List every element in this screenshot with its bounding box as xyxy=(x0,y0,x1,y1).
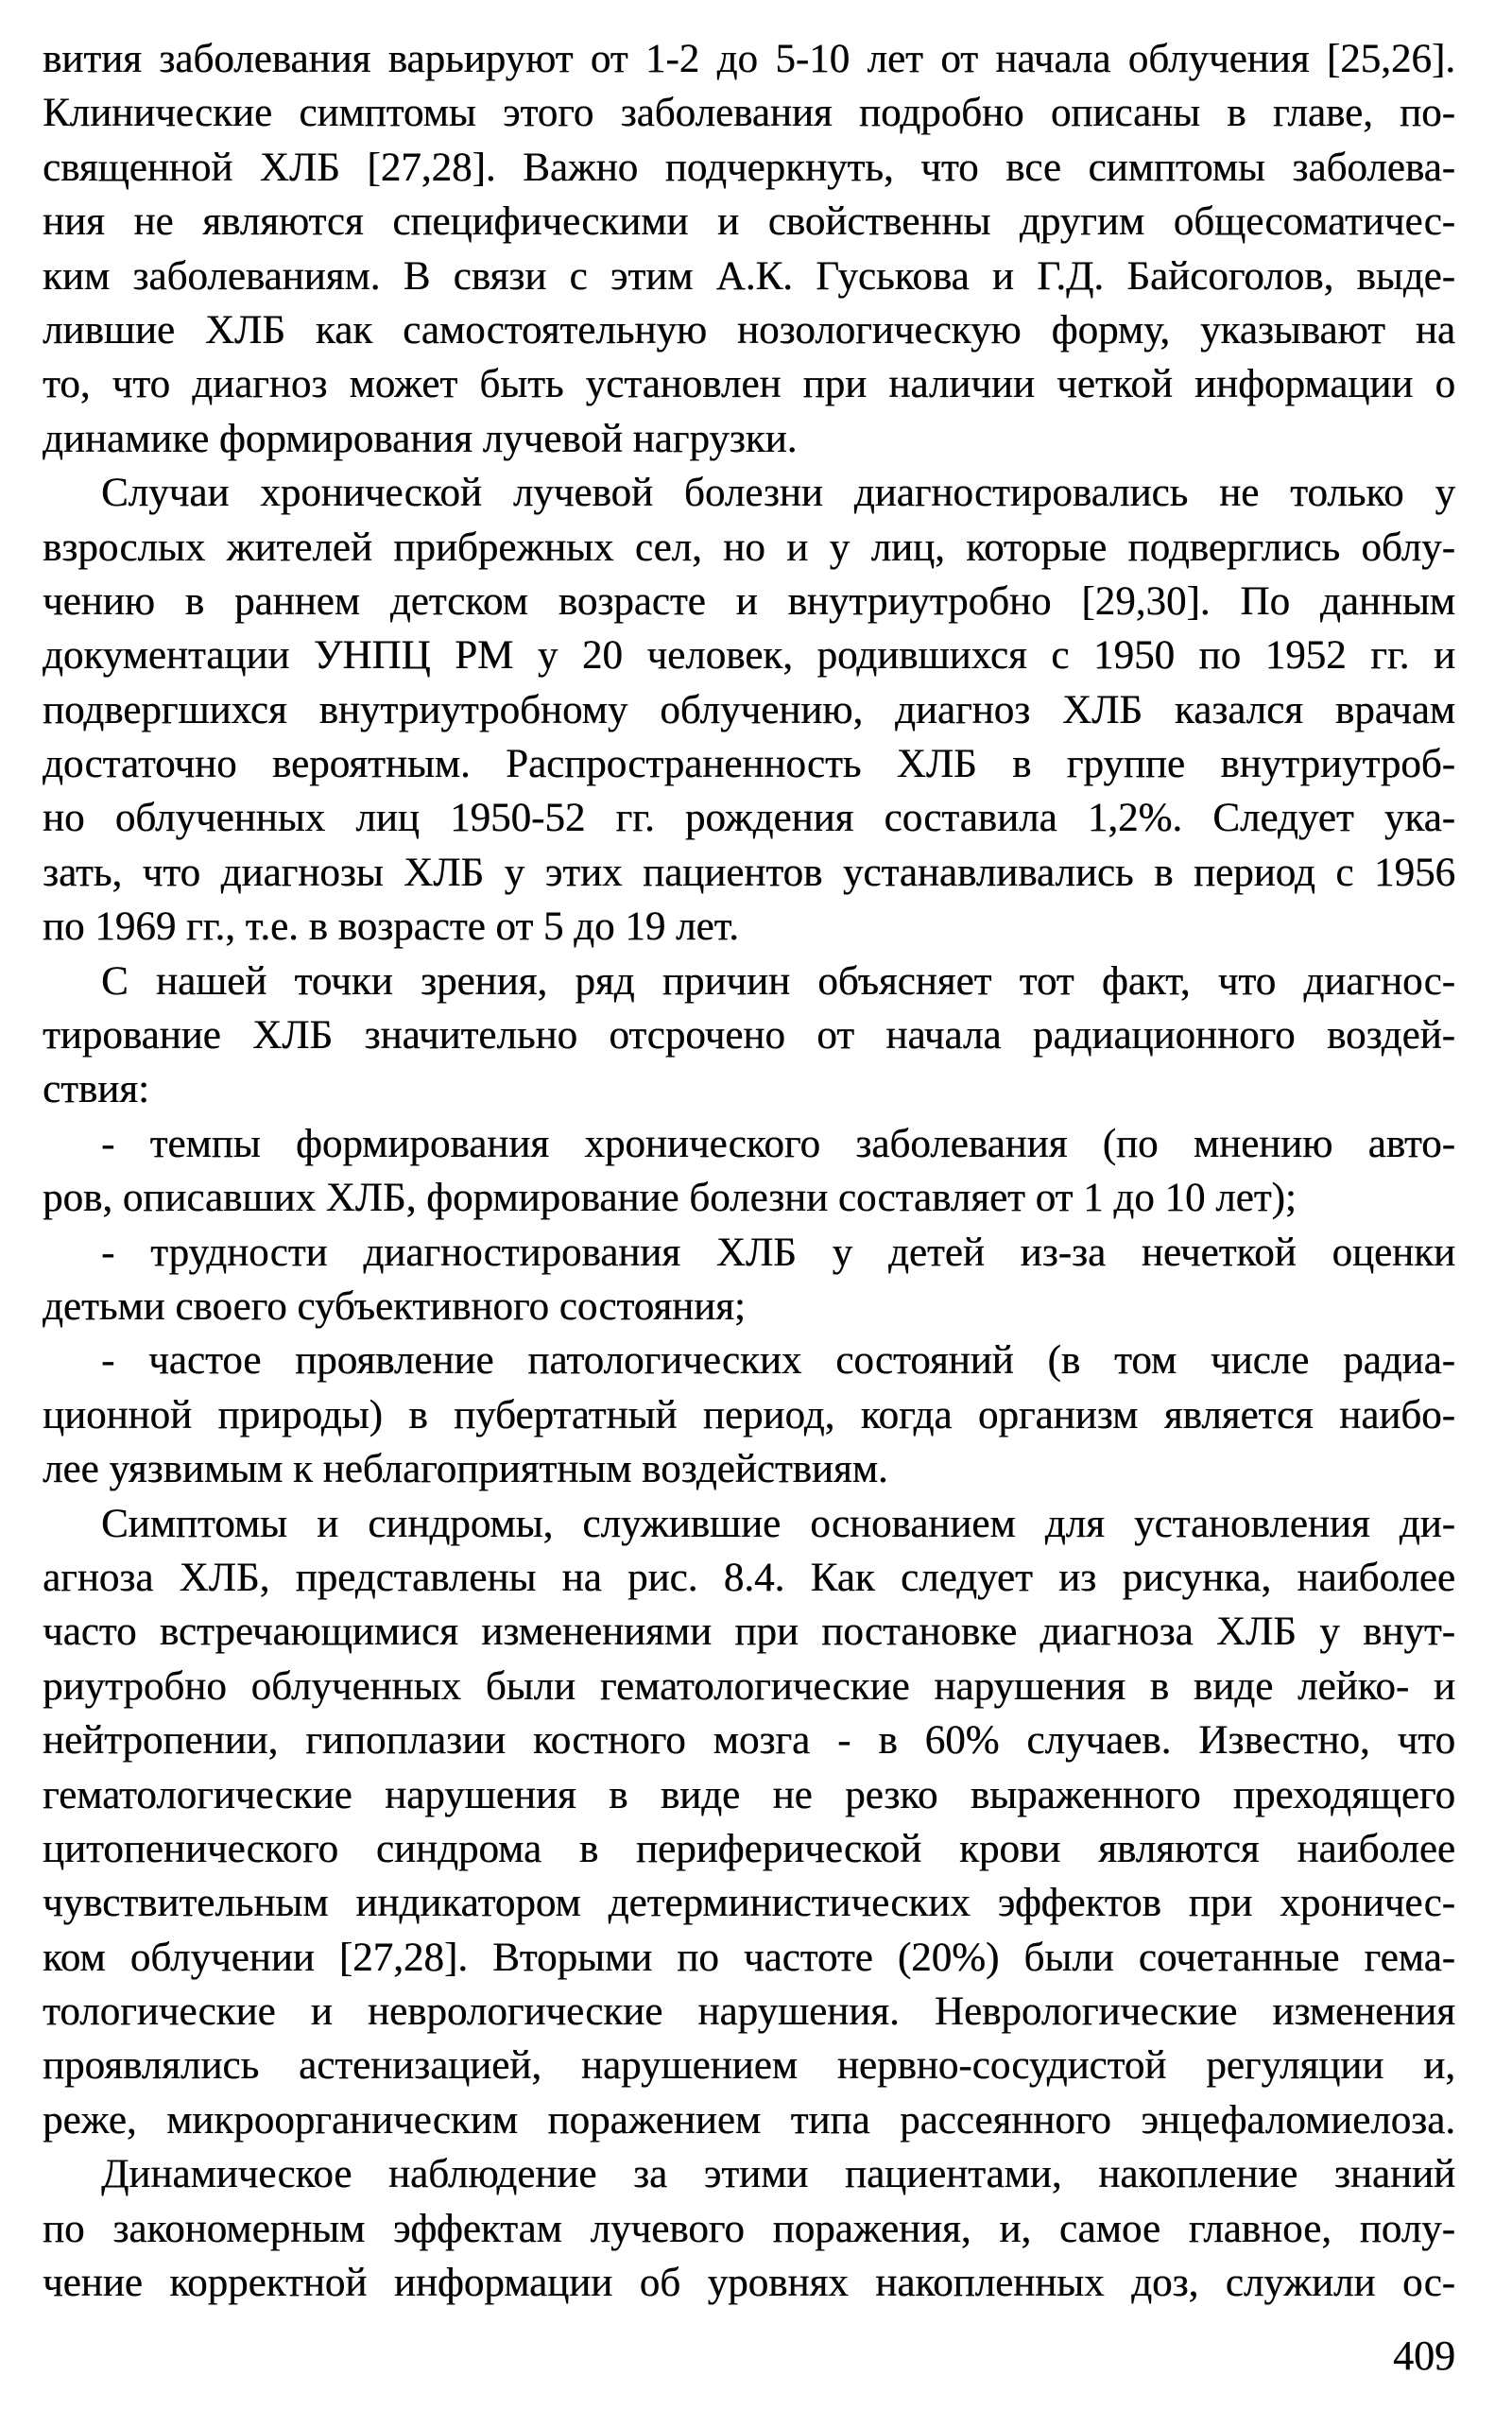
text-line-9: Случаи хронической лучевой болезни диагностировались не только у xyxy=(101,471,1455,516)
text-line-32: нейтропении, гипоплазии костного мозга - в 60% случаев. Известно, что xyxy=(43,1718,1455,1764)
text-line-16: зать, что диагнозы ХЛБ у этих пациентов устанавливались в период с 1956 xyxy=(43,850,1455,895)
text-line-15: но облученных лиц 1950-52 гг. рождения составила 1,2%. Следует ука- xyxy=(43,796,1455,841)
text-line-4: ния не являются специфическими и свойственны другим общесоматичес- xyxy=(43,199,1455,245)
text-line-10: взрослых жителей прибрежных сел, но и у лиц, которые подверглись облу- xyxy=(43,525,1455,570)
text-line-11: чению в раннем детском возрасте и внутриутробно [29,30]. По данным xyxy=(43,578,1455,624)
page-body-text xyxy=(43,32,1455,2310)
text-line-27: лее уязвимым к неблагоприятным воздействиям. xyxy=(43,1447,888,1492)
text-line-36: ком облучении [27,28]. Вторыми по частоте (20%) были сочетанные гема- xyxy=(43,1935,1455,1980)
page-number: 409 xyxy=(1393,2333,1455,2379)
text-line-8: динамике формирования лучевой нагрузки. xyxy=(43,416,798,461)
text-line-24: детьми своего субъективного состояния; xyxy=(43,1283,746,1329)
text-line-1: вития заболевания варьируют от 1-2 до 5-10 лет от начала облучения [25,26]. xyxy=(43,37,1455,81)
text-line-3: священной ХЛБ [27,28]. Важно подчеркнуть, что все симптомы заболева- xyxy=(43,145,1455,190)
text-line-14: достаточно вероятным. Распространенность ХЛБ в группе внутриутроб- xyxy=(43,742,1455,787)
text-line-17: по 1969 гг., т.е. в возрасте от 5 до 19 лет. xyxy=(43,904,739,950)
text-line-35: чувствительным индикатором детерминистических эффектов при хроничес- xyxy=(43,1881,1455,1926)
text-line-6: лившие ХЛБ как самостоятельную нозологическую форму, указывают на xyxy=(43,307,1455,353)
text-line-5: ким заболеваниям. В связи с этим А.К. Гуськова и Г.Д. Байсоголов, выде- xyxy=(43,253,1455,299)
text-line-19: тирование ХЛБ значительно отсрочено от начала радиационного воздей- xyxy=(43,1013,1455,1059)
text-line-29: агноза ХЛБ, представлены на рис. 8.4. Как следует из рисунка, наиболее xyxy=(43,1555,1455,1600)
text-line-28: Симптомы и синдромы, служившие основанием для установления ди- xyxy=(101,1501,1455,1546)
text-line-7: то, что диагноз может быть установлен при наличии четкой информации о xyxy=(43,362,1455,407)
text-line-25: - частое проявление патологических состояний (в том числе радиа- xyxy=(101,1338,1455,1384)
text-line-30: часто встречающимися изменениями при постановке диагноза ХЛБ у внут- xyxy=(43,1610,1455,1655)
text-line-13: подвергшихся внутриутробному облучению, диагноз ХЛБ казался врачам xyxy=(43,687,1455,732)
text-line-33: гематологические нарушения в виде не резко выраженного преходящего xyxy=(43,1772,1455,1817)
text-line-37: тологические и неврологические нарушения. Неврологические изменения xyxy=(43,1989,1455,2035)
text-line-22: ров, описавших ХЛБ, формирование болезни составляет от 1 до 10 лет); xyxy=(43,1176,1297,1221)
text-line-21: - темпы формирования хронического заболевания (по мнению авто- xyxy=(101,1121,1455,1166)
text-line-18: С нашей точки зрения, ряд причин объясняет тот факт, что диагнос- xyxy=(101,958,1455,1004)
text-line-23: - трудности диагностирования ХЛБ у детей из-за нечеткой оценки xyxy=(101,1230,1455,1275)
text-line-31: риутробно облученных были гематологические нарушения в виде лейко- и xyxy=(43,1663,1455,1709)
text-line-20: ствия: xyxy=(43,1067,149,1112)
text-line-42: чение корректной информации об уровнях накопленных доз, служили ос- xyxy=(43,2261,1455,2306)
text-line-2: Клинические симптомы этого заболевания подробно описаны в главе, по- xyxy=(43,91,1455,136)
text-line-41: по закономерным эффектам лучевого поражения, и, самое главное, полу- xyxy=(43,2206,1455,2251)
text-line-34: цитопенического синдрома в периферической крови являются наиболее xyxy=(43,1826,1455,1871)
text-line-12: документации УНПЦ РМ у 20 человек, родившихся с 1950 по 1952 гг. и xyxy=(43,633,1455,679)
text-line-26: ционной природы) в пубертатный период, когда организм является наибо- xyxy=(43,1392,1455,1437)
text-line-40: Динамическое наблюдение за этими пациентами, накопление знаний xyxy=(101,2152,1455,2197)
text-line-39: реже, микроорганическим поражением типа рассеянного энцефаломиелоза. xyxy=(43,2097,1455,2143)
text-line-38: проявлялись астенизацией, нарушением нервно-сосудистой регуляции и, xyxy=(43,2043,1455,2089)
